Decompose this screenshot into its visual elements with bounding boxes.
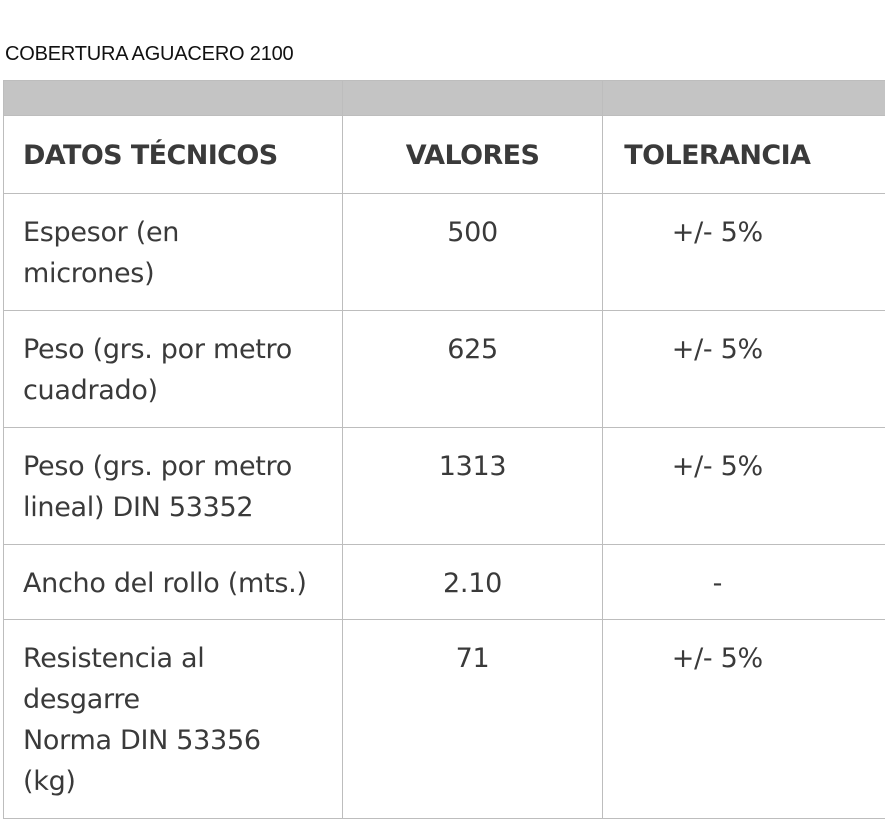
- band-cell: [4, 81, 343, 116]
- row-value: 625: [343, 311, 602, 428]
- row-label-line: Resistencia al: [23, 638, 332, 679]
- table-row: [4, 620, 885, 819]
- row-label: [4, 428, 343, 545]
- row-label: [4, 311, 343, 428]
- row-value: 1313: [343, 428, 602, 545]
- table-row: [4, 545, 885, 620]
- header-tolerancia: TOLERANCIA: [602, 116, 885, 194]
- technical-data-table: [3, 80, 885, 819]
- row-tolerance: +/- 5%: [602, 620, 885, 819]
- row-label-line: micrones): [23, 253, 332, 294]
- row-value: 71: [343, 620, 602, 819]
- row-tolerance: +/- 5%: [602, 428, 885, 545]
- row-label: [4, 620, 343, 819]
- row-label-line: (kg): [23, 761, 332, 802]
- row-label-line: Espesor (en: [23, 212, 332, 253]
- table-top-band: [4, 81, 885, 116]
- band-cell: [602, 81, 885, 116]
- row-label: [4, 194, 343, 311]
- row-label: [4, 545, 343, 620]
- table-row: [4, 428, 885, 545]
- row-label-line: lineal) DIN 53352: [23, 487, 332, 528]
- band-cell: [343, 81, 602, 116]
- table-row: [4, 311, 885, 428]
- header-valores: VALORES: [343, 116, 602, 194]
- row-tolerance: +/- 5%: [602, 311, 885, 428]
- row-label-line: Ancho del rollo (mts.): [23, 563, 332, 604]
- row-label-line: desgarre: [23, 679, 332, 720]
- document-title: COBERTURA AGUACERO 2100: [5, 43, 293, 66]
- row-label-line: cuadrado): [23, 370, 332, 411]
- row-tolerance: +/- 5%: [602, 194, 885, 311]
- row-label-line: Peso (grs. por metro: [23, 329, 332, 370]
- row-value: 500: [343, 194, 602, 311]
- row-label-line: Norma DIN 53356: [23, 720, 332, 761]
- table-header-row: [4, 116, 885, 194]
- header-datos-tecnicos: DATOS TÉCNICOS: [4, 116, 343, 194]
- row-tolerance: -: [602, 545, 885, 620]
- row-value: 2.10: [343, 545, 602, 620]
- table-row: [4, 194, 885, 311]
- row-label-line: Peso (grs. por metro: [23, 446, 332, 487]
